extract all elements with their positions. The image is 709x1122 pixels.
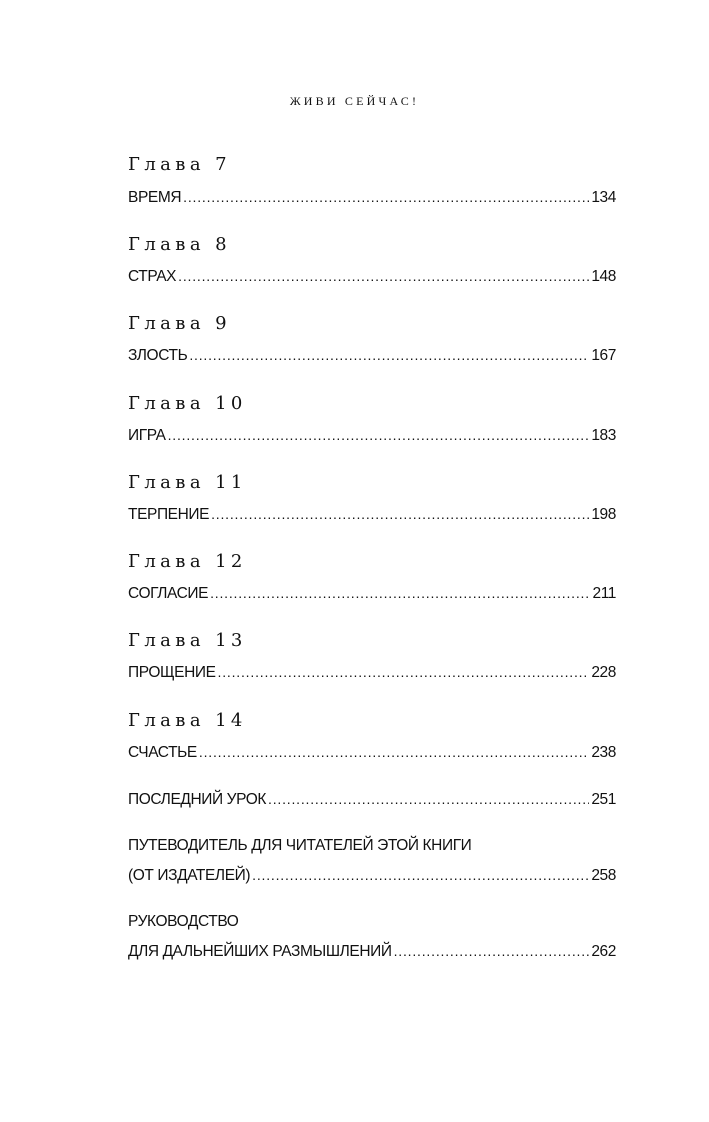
dot-leader <box>178 268 589 284</box>
chapter-heading: Глава 14 <box>128 710 247 731</box>
toc-entry[interactable] <box>128 585 616 603</box>
toc-entry[interactable] <box>128 347 616 365</box>
dot-leader <box>252 867 589 883</box>
toc-entry[interactable] <box>128 867 616 885</box>
chapter-heading: Глава 13 <box>128 630 247 651</box>
toc-entry[interactable] <box>128 943 616 961</box>
entry-title: ДЛЯ ДАЛЬНЕЙШИХ РАЗМЫШЛЕНИЙ <box>128 943 392 960</box>
dot-leader <box>183 189 589 205</box>
entry-title: ИГРА <box>128 427 166 444</box>
page-number: 251 <box>591 791 616 808</box>
page-number: 134 <box>591 189 616 206</box>
entry-title: ПРОЩЕНИЕ <box>128 664 216 681</box>
dot-leader <box>210 585 590 601</box>
toc-entry[interactable] <box>128 664 616 682</box>
dot-leader <box>199 744 589 760</box>
toc-entry[interactable] <box>128 791 616 809</box>
entry-title: ТЕРПЕНИЕ <box>128 506 210 523</box>
chapter-heading: Глава 8 <box>128 234 231 255</box>
toc-entry[interactable] <box>128 268 616 286</box>
chapter-heading: Глава 12 <box>128 551 247 572</box>
entry-title: ПОСЛЕДНИЙ УРОК <box>128 791 266 808</box>
dot-leader <box>394 943 590 959</box>
page-number: 262 <box>591 943 616 960</box>
page-number: 198 <box>591 506 616 523</box>
page-number: 258 <box>591 867 616 884</box>
page-number: 167 <box>591 347 616 364</box>
toc-entry[interactable] <box>128 506 616 524</box>
page-number: 183 <box>591 427 616 444</box>
entry-title-line: ПУТЕВОДИТЕЛЬ ДЛЯ ЧИТАТЕЛЕЙ ЭТОЙ КНИГИ <box>128 837 472 854</box>
entry-title: СЧАСТЬЕ <box>128 744 197 761</box>
page-number: 148 <box>591 268 616 285</box>
page-number: 211 <box>592 585 616 602</box>
dot-leader <box>189 347 589 363</box>
entry-title: (ОТ ИЗДАТЕЛЕЙ) <box>128 867 251 884</box>
page-number: 228 <box>591 664 616 681</box>
chapter-heading: Глава 10 <box>128 393 247 414</box>
entry-title-line: РУКОВОДСТВО <box>128 913 239 930</box>
chapter-heading: Глава 9 <box>128 313 231 334</box>
toc-entry[interactable] <box>128 427 616 445</box>
toc-entry[interactable] <box>128 189 616 207</box>
entry-title: ВРЕМЯ <box>128 189 182 206</box>
dot-leader <box>211 506 589 522</box>
entry-title: ЗЛОСТЬ <box>128 347 188 364</box>
chapter-heading: Глава 7 <box>128 154 231 175</box>
entry-title: СТРАХ <box>128 268 177 285</box>
running-head: ЖИВИ СЕЙЧАС! <box>289 94 420 108</box>
dot-leader <box>268 791 589 807</box>
dot-leader <box>168 427 590 443</box>
chapter-heading: Глава 11 <box>128 472 247 493</box>
entry-title: СОГЛАСИЕ <box>128 585 209 602</box>
dot-leader <box>218 664 590 680</box>
page-number: 238 <box>591 744 616 761</box>
toc-entry[interactable] <box>128 744 616 762</box>
